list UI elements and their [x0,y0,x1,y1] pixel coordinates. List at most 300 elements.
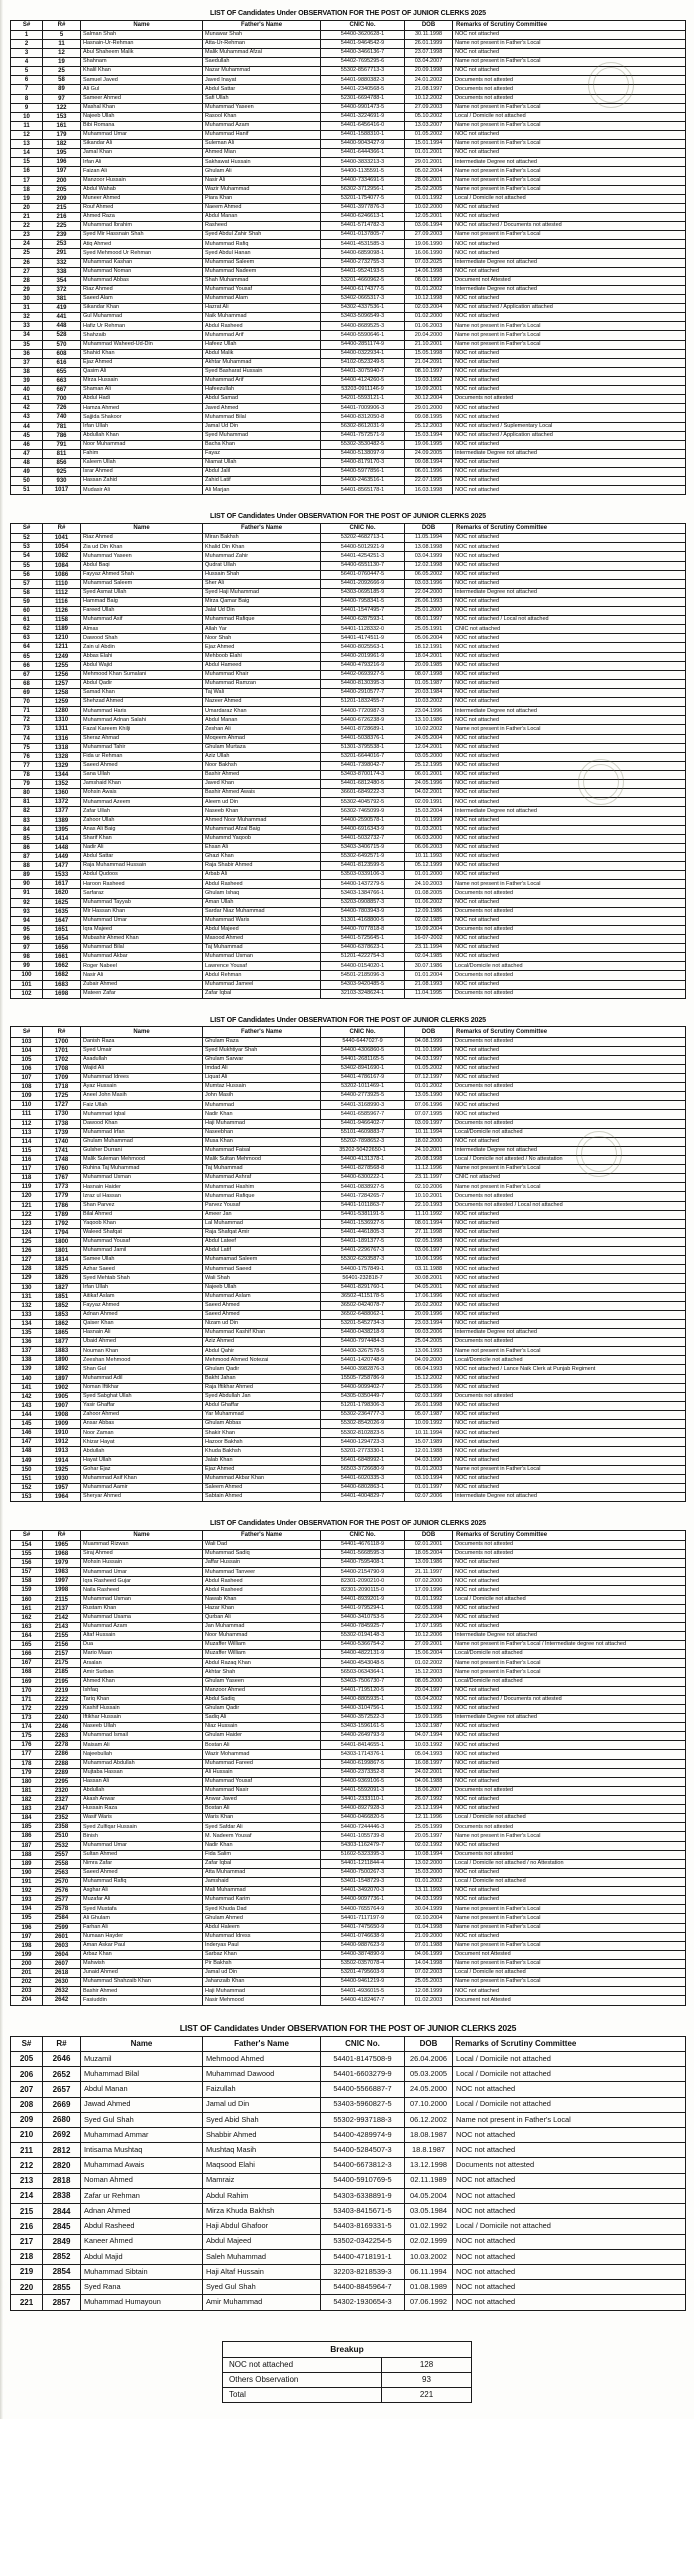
cell-rno: 1913 [43,1447,81,1456]
cell-remarks: NOC not attached [453,404,686,413]
cell-rno: 195 [43,149,81,158]
cell-father: Atta Muhammad [203,1868,321,1877]
cell-father: Jan Muhammad [203,1622,321,1631]
cell-remarks: NOC not attached [453,386,686,395]
cell-cnic: 54401-0838927-5 [321,1183,405,1192]
cell-remarks: Documents not attested [453,971,686,980]
cell-father: Taj Muhammad [203,944,321,953]
cell-cnic: 54401-2092666-9 [321,579,405,588]
cell-cnic: 54400-2851174-9 [321,340,405,349]
cell-remarks: Name not present in Father's Local [453,176,686,185]
cell-sno: 107 [11,1073,43,1082]
cell-dob: 15.12.2002 [405,1374,453,1383]
cell-sno: 192 [11,1887,43,1896]
cell-sno: 47 [11,449,43,458]
cell-rno: 2603 [43,1941,81,1950]
cell-dob: 01.04.1998 [405,1923,453,1932]
cell-sno: 163 [11,1622,43,1631]
cell-dob: 18.8.1987 [405,2143,453,2158]
cell-name: Ahmed Raza [81,212,203,221]
table-row [11,1896,686,1905]
table-row [11,552,686,561]
cell-rno: 1635 [43,907,81,916]
cell-rno: 1725 [43,1092,81,1101]
cell-rno: 2195 [43,1677,81,1686]
cell-dob: 10.03.2002 [405,698,453,707]
cell-dob: 12.09.1986 [405,907,453,916]
cell-cnic: 54400-6916343-9 [321,825,405,834]
cell-sno: 174 [11,1723,43,1732]
cell-father: Nazeer Ahmed [203,698,321,707]
cell-remarks: Local / Domicile not attached [453,2051,686,2066]
cell-cnic: 54401-0137805-7 [321,231,405,240]
cell-sno: 127 [11,1256,43,1265]
table-row [11,588,686,597]
cell-rno: 1877 [43,1338,81,1347]
cell-dob: 28.06.2001 [405,176,453,185]
cell-remarks: Local/Domicile not attached [453,1650,686,1659]
cell-name: Atiq Ahmed [81,240,203,249]
cell-rno: 740 [43,413,81,422]
cell-father: Hussain Shah [203,570,321,579]
cell-name: Muhammad Haris [81,707,203,716]
cell-sno: 42 [11,404,43,413]
cell-name: Iqra Rasheed Gujar [81,1577,203,1586]
cell-dob: 25.05.2003 [405,1978,453,1987]
cell-remarks: NOC not attached [453,1265,686,1274]
cell-name: Muhammad Noman [81,267,203,276]
cell-rno: 1377 [43,807,81,816]
cell-father: Syed Gul Shah [203,2280,321,2295]
cell-rno: 2680 [43,2112,81,2127]
cell-father: Syed Muhammad [203,431,321,440]
cell-dob: 04.09.2000 [405,1356,453,1365]
cell-remarks: NOC not attached [453,1301,686,1310]
table-row [11,431,686,440]
cell-father: Bashir Ahmed Awais [203,789,321,798]
cell-rno: 1741 [43,1146,81,1155]
cell-remarks: NOC not attached [453,1283,686,1292]
table-row [11,561,686,570]
cell-remarks: Name not present in Father's Local [453,167,686,176]
cell-dob: 24.09.2005 [405,449,453,458]
cell-cnic: 54400-5012921-9 [321,543,405,552]
cell-sno: 143 [11,1401,43,1410]
cell-dob: 30.12.2004 [405,395,453,404]
cell-sno: 188 [11,1850,43,1859]
cell-dob: 15.05.1998 [405,349,453,358]
cell-father: Syed Haji Muhammad [203,588,321,597]
column-header-cnic: CNIC No. [321,2036,405,2051]
cell-rno: 1883 [43,1347,81,1356]
cell-name: Muhammad Yaseen [81,552,203,561]
table-row [11,607,686,616]
cell-remarks: NOC not attached [453,843,686,852]
table-row [11,376,686,385]
cell-name: Naseeb Ullah [81,1723,203,1732]
cell-dob: 10.02.2000 [405,203,453,212]
cell-sno: 131 [11,1292,43,1301]
table-row [11,1329,686,1338]
cell-cnic: 32103-3248624-1 [321,989,405,998]
table-row [11,2097,686,2112]
cell-name: Danish Raza [81,1037,203,1046]
table-row [11,340,686,349]
cell-cnic: 55302-6492571-9 [321,853,405,862]
table-row [11,889,686,898]
cell-father: Aman Ullah [203,898,321,907]
breakdown-label: Total [223,2387,382,2402]
table-row [11,1429,686,1438]
column-header-rno: R# [43,523,81,533]
column-header-sno: S# [11,1027,43,1037]
cell-dob: 19.09.2004 [405,925,453,934]
cell-remarks: NOC not attached [453,212,686,221]
cell-dob: 15.03.2000 [405,1868,453,1877]
cell-sno: 95 [11,925,43,934]
cell-sno: 66 [11,661,43,670]
cell-cnic: 51301-3795538-1 [321,743,405,752]
cell-dob: 22.10.1993 [405,1201,453,1210]
cell-remarks: NOC not attached [453,1723,686,1732]
cell-dob: 04.05.2001 [405,1283,453,1292]
cell-father: Muhammad Saleem [203,258,321,267]
cell-dob: 17.06.1996 [405,1292,453,1301]
cell-remarks: NOC not attached [453,131,686,140]
cell-dob: 05.07.1987 [405,1411,453,1420]
cell-sno: 19 [11,194,43,203]
table-row [11,1832,686,1841]
cell-cnic: 54400-6551130-7 [321,561,405,570]
cell-rno: 1258 [43,689,81,698]
cell-cnic: 54400-4131378-1 [321,1155,405,1164]
cell-name: Ahmed Khan [81,1677,203,1686]
cell-cnic: 54400-2019961-9 [321,652,405,661]
table-row [11,395,686,404]
cell-father: Syed Khuda Dad [203,1905,321,1914]
cell-rno: 2838 [43,2188,81,2203]
cell-father: Waris Khan [203,1814,321,1823]
cell-sno: 78 [11,771,43,780]
cell-cnic: 54400-8025563-1 [321,643,405,652]
cell-father: Mehmood Ahmed [203,2051,321,2066]
table-row [11,258,686,267]
cell-dob: 02.09.1991 [405,798,453,807]
table-row [11,934,686,943]
table-row [11,1877,686,1886]
cell-dob: 21.08.1997 [405,85,453,94]
column-header-dob: DOB [405,1530,453,1540]
cell-remarks: NOC not attached [453,816,686,825]
cell-name: Irfan Ullah [81,422,203,431]
cell-rno: 58 [43,76,81,85]
cell-remarks: Intermediate Degree not attached [453,1632,686,1641]
cell-cnic: 56401-232818-7 [321,1274,405,1283]
cell-father: Mali Muhammad [203,1887,321,1896]
cell-father: Abdul Jalil [203,468,321,477]
cell-rno: 1701 [43,1046,81,1055]
cell-dob: 27.11.1998 [405,1228,453,1237]
cell-dob: 04.08.1999 [405,1037,453,1046]
cell-sno: 70 [11,698,43,707]
table-row [11,49,686,58]
table-row [11,1641,686,1650]
cell-rno: 1682 [43,971,81,980]
cell-rno: 1255 [43,661,81,670]
cell-cnic: 55302-0194148-3 [321,1632,405,1641]
cell-name: Salman Shah [81,30,203,39]
cell-dob: 02.07.2006 [405,1493,453,1502]
table-row [11,925,686,934]
cell-remarks: NOC not attached [453,670,686,679]
cell-remarks: Documents not attested [453,1338,686,1347]
cell-father: Syed Mukhtiyar Shah [203,1046,321,1055]
table-row [11,1037,686,1046]
table-row [11,1374,686,1383]
cell-cnic: 55101-4609883-7 [321,1128,405,1137]
cell-rno: 1372 [43,798,81,807]
cell-sno: 140 [11,1374,43,1383]
cell-cnic: 54401-3075940-7 [321,367,405,376]
table-row [11,1338,686,1347]
cell-father: Wazir Muhammad [203,185,321,194]
table-row [11,1064,686,1073]
cell-cnic: 54302-4337536-1 [321,304,405,313]
column-header-remarks: Remarks of Scrutiny Committee [453,523,686,533]
cell-dob: 20.04.2000 [405,331,453,340]
cell-cnic: 54400-3572522-3 [321,1714,405,1723]
cell-cnic: 54400-9097736-1 [321,1896,405,1905]
cell-cnic: 54401-7195120-5 [321,1686,405,1695]
table-row [11,1823,686,1832]
table-row [11,477,686,486]
candidate-list-section [0,1007,694,1506]
cell-father: Bacha Khan [203,440,321,449]
cell-name: Binish [81,1832,203,1841]
cell-sno: 65 [11,652,43,661]
cell-cnic: 54400-6378623-1 [321,944,405,953]
cell-name: Anas Ali Baig [81,825,203,834]
cell-father: Abdul Manan [203,716,321,725]
cell-dob: 03.05.2000 [405,752,453,761]
cell-dob: 15.02.1992 [405,1704,453,1713]
cell-remarks: NOC not attached [453,798,686,807]
cell-cnic: 54401-2296767-3 [321,1247,405,1256]
cell-remarks: Documents not attested [453,85,686,94]
cell-cnic: 53403-8415671-5 [321,2204,405,2219]
cell-father: Pir Bakhsh [203,1959,321,1968]
cell-remarks: Local / Domicile not attached [453,1877,686,1886]
table-row [11,843,686,852]
table-row [11,1814,686,1823]
cell-rno: 89 [43,85,81,94]
cell-remarks: NOC not attached [453,2234,686,2249]
cell-dob: 15.12.2003 [405,1668,453,1677]
cell-sno: 171 [11,1695,43,1704]
cell-sno: 17 [11,176,43,185]
cell-cnic: 54303-1162479-7 [321,1841,405,1850]
cell-dob: 13.11.1993 [405,1887,453,1896]
table-row [11,222,686,231]
cell-sno: 215 [11,2204,43,2219]
cell-dob: 12.11.1996 [405,1814,453,1823]
cell-sno: 13 [11,140,43,149]
cell-rno: 1112 [43,588,81,597]
cell-father: Mirza Khuda Bakhsh [203,2204,321,2219]
cell-father: Bostan Ali [203,1805,321,1814]
cell-rno: 2137 [43,1604,81,1613]
cell-name: Tariq Khan [81,1695,203,1704]
cell-dob: 23.04.1996 [405,707,453,716]
cell-sno: 109 [11,1092,43,1101]
cell-cnic: 54400-2463516-1 [321,477,405,486]
table-row [11,2112,686,2127]
cell-remarks: NOC not attached [453,440,686,449]
table-row [11,1128,686,1137]
cell-cnic: 55302-9937188-3 [321,2112,405,2127]
cell-cnic: 54401-1211844-4 [321,1859,405,1868]
cell-rno: 1662 [43,962,81,971]
cell-cnic: 54401-3492070-3 [321,1887,405,1896]
cell-rno: 2289 [43,1768,81,1777]
cell-sno: 61 [11,616,43,625]
cell-father: Sarbaz Khan [203,1950,321,1959]
table-row [11,1465,686,1474]
cell-dob: 13.02.1987 [405,1723,453,1732]
cell-remarks: Local / Domicile not attached [453,1595,686,1604]
cell-sno: 48 [11,458,43,467]
cell-rno: 1773 [43,1183,81,1192]
cell-sno: 176 [11,1741,43,1750]
cell-name: Roger Nabeel [81,962,203,971]
cell-dob: 10.10.2001 [405,1192,453,1201]
cell-cnic: 54401-8939201-9 [321,1595,405,1604]
cell-sno: 158 [11,1577,43,1586]
cell-dob: 24.10.2003 [405,880,453,889]
table-row [11,1165,686,1174]
cell-sno: 99 [11,962,43,971]
cell-name: Syed Mustafa [81,1905,203,1914]
cell-dob: 06.05.2002 [405,570,453,579]
cell-father: Wali Shah [203,1274,321,1283]
candidates-table [10,20,686,496]
cell-dob: 30.07.1986 [405,962,453,971]
cell-name: Rouf Ahmed [81,203,203,212]
table-row [11,2188,686,2203]
cell-cnic: 54401-7009906-3 [321,404,405,413]
cell-father: Ghulam Ishaq [203,889,321,898]
cell-remarks: NOC not attached [453,1219,686,1228]
cell-sno: 86 [11,843,43,852]
cell-father: Muzaffer William [203,1650,321,1659]
cell-sno: 165 [11,1641,43,1650]
cell-remarks: NOC not attached [453,2128,686,2143]
cell-remarks: NOC not attached [453,376,686,385]
cell-father: Lawrence Yousaf [203,962,321,971]
cell-remarks: Name not present in Father's Local [453,1183,686,1192]
cell-rno: 1257 [43,679,81,688]
cell-sno: 103 [11,1037,43,1046]
cell-sno: 217 [11,2234,43,2249]
cell-sno: 214 [11,2188,43,2203]
cell-name: Jamal Khan [81,149,203,158]
cell-dob: 05.10.2002 [405,112,453,121]
cell-remarks: NOC not attached [453,1073,686,1082]
cell-remarks: NOC not attached [453,780,686,789]
cell-remarks: Documents not attested [453,1786,686,1795]
table-row [11,1550,686,1559]
cell-cnic: 54401-6585967-7 [321,1110,405,1119]
cell-father: Shah Muhammad [203,276,321,285]
cell-dob: 03.11.1988 [405,1265,453,1274]
cell-father: Ali Hussain [203,1768,321,1777]
cell-sno: 114 [11,1137,43,1146]
cell-rno: 2852 [43,2249,81,2264]
cell-rno: 153 [43,112,81,121]
table-row [11,898,686,907]
table-row [11,39,686,48]
cell-father: Muhammad Hashim [203,1183,321,1192]
cell-sno: 189 [11,1859,43,1868]
cell-cnic: 54400-8312050-8 [321,413,405,422]
table-row [11,1474,686,1483]
cell-remarks: NOC not attached [453,825,686,834]
cell-sno: 105 [11,1055,43,1064]
cell-name: Muhammad Bilal [81,944,203,953]
cell-dob: 10.12.2006 [405,1632,453,1641]
cell-remarks: NOC not attached [453,367,686,376]
cell-remarks: Local/Domicile not attached [453,1128,686,1137]
cell-sno: 16 [11,167,43,176]
cell-dob: 22.04.2000 [405,588,453,597]
cell-father: Aziz Ahmed [203,1338,321,1347]
cell-cnic: 53403-8700174-3 [321,771,405,780]
cell-remarks: NOC not attached [453,1055,686,1064]
cell-dob: 16.08.1997 [405,1759,453,1768]
cell-remarks: Name not present in Father's Local [453,39,686,48]
table-row [11,570,686,579]
cell-name: Hassan Zahid [81,477,203,486]
cell-remarks: Local / Domicile not attached [453,194,686,203]
cell-cnic: 53203-0911146-9 [321,386,405,395]
cell-remarks: NOC not attached [453,1932,686,1941]
cell-father: Nazar Muhammad [203,67,321,76]
cell-remarks: NOC not attached [453,734,686,743]
table-row [11,67,686,76]
breakdown-body [223,2357,472,2402]
cell-sno: 45 [11,431,43,440]
cell-cnic: 51301-4168800-5 [321,916,405,925]
cell-sno: 87 [11,853,43,862]
cell-rno: 1789 [43,1210,81,1219]
candidate-list-section [0,2014,694,2315]
cell-sno: 110 [11,1101,43,1110]
cell-father: Abdul Rasheed [203,1586,321,1595]
cell-rno: 1897 [43,1374,81,1383]
cell-name: Sheryar Ahmed [81,1493,203,1502]
cell-name: Abdul Qadir [81,679,203,688]
cell-father: Ameer Jan [203,1210,321,1219]
cell-rno: 97 [43,94,81,103]
cell-sno: 20 [11,203,43,212]
cell-remarks: Documents not attested [453,925,686,934]
breakdown-row [223,2387,472,2402]
cell-cnic: 54401-9464542-9 [321,39,405,48]
cell-cnic: 54400-1437279-5 [321,880,405,889]
cell-remarks: NOC not attached [453,413,686,422]
cell-name: Sana Ullah [81,771,203,780]
cell-dob: 21.08.1993 [405,980,453,989]
